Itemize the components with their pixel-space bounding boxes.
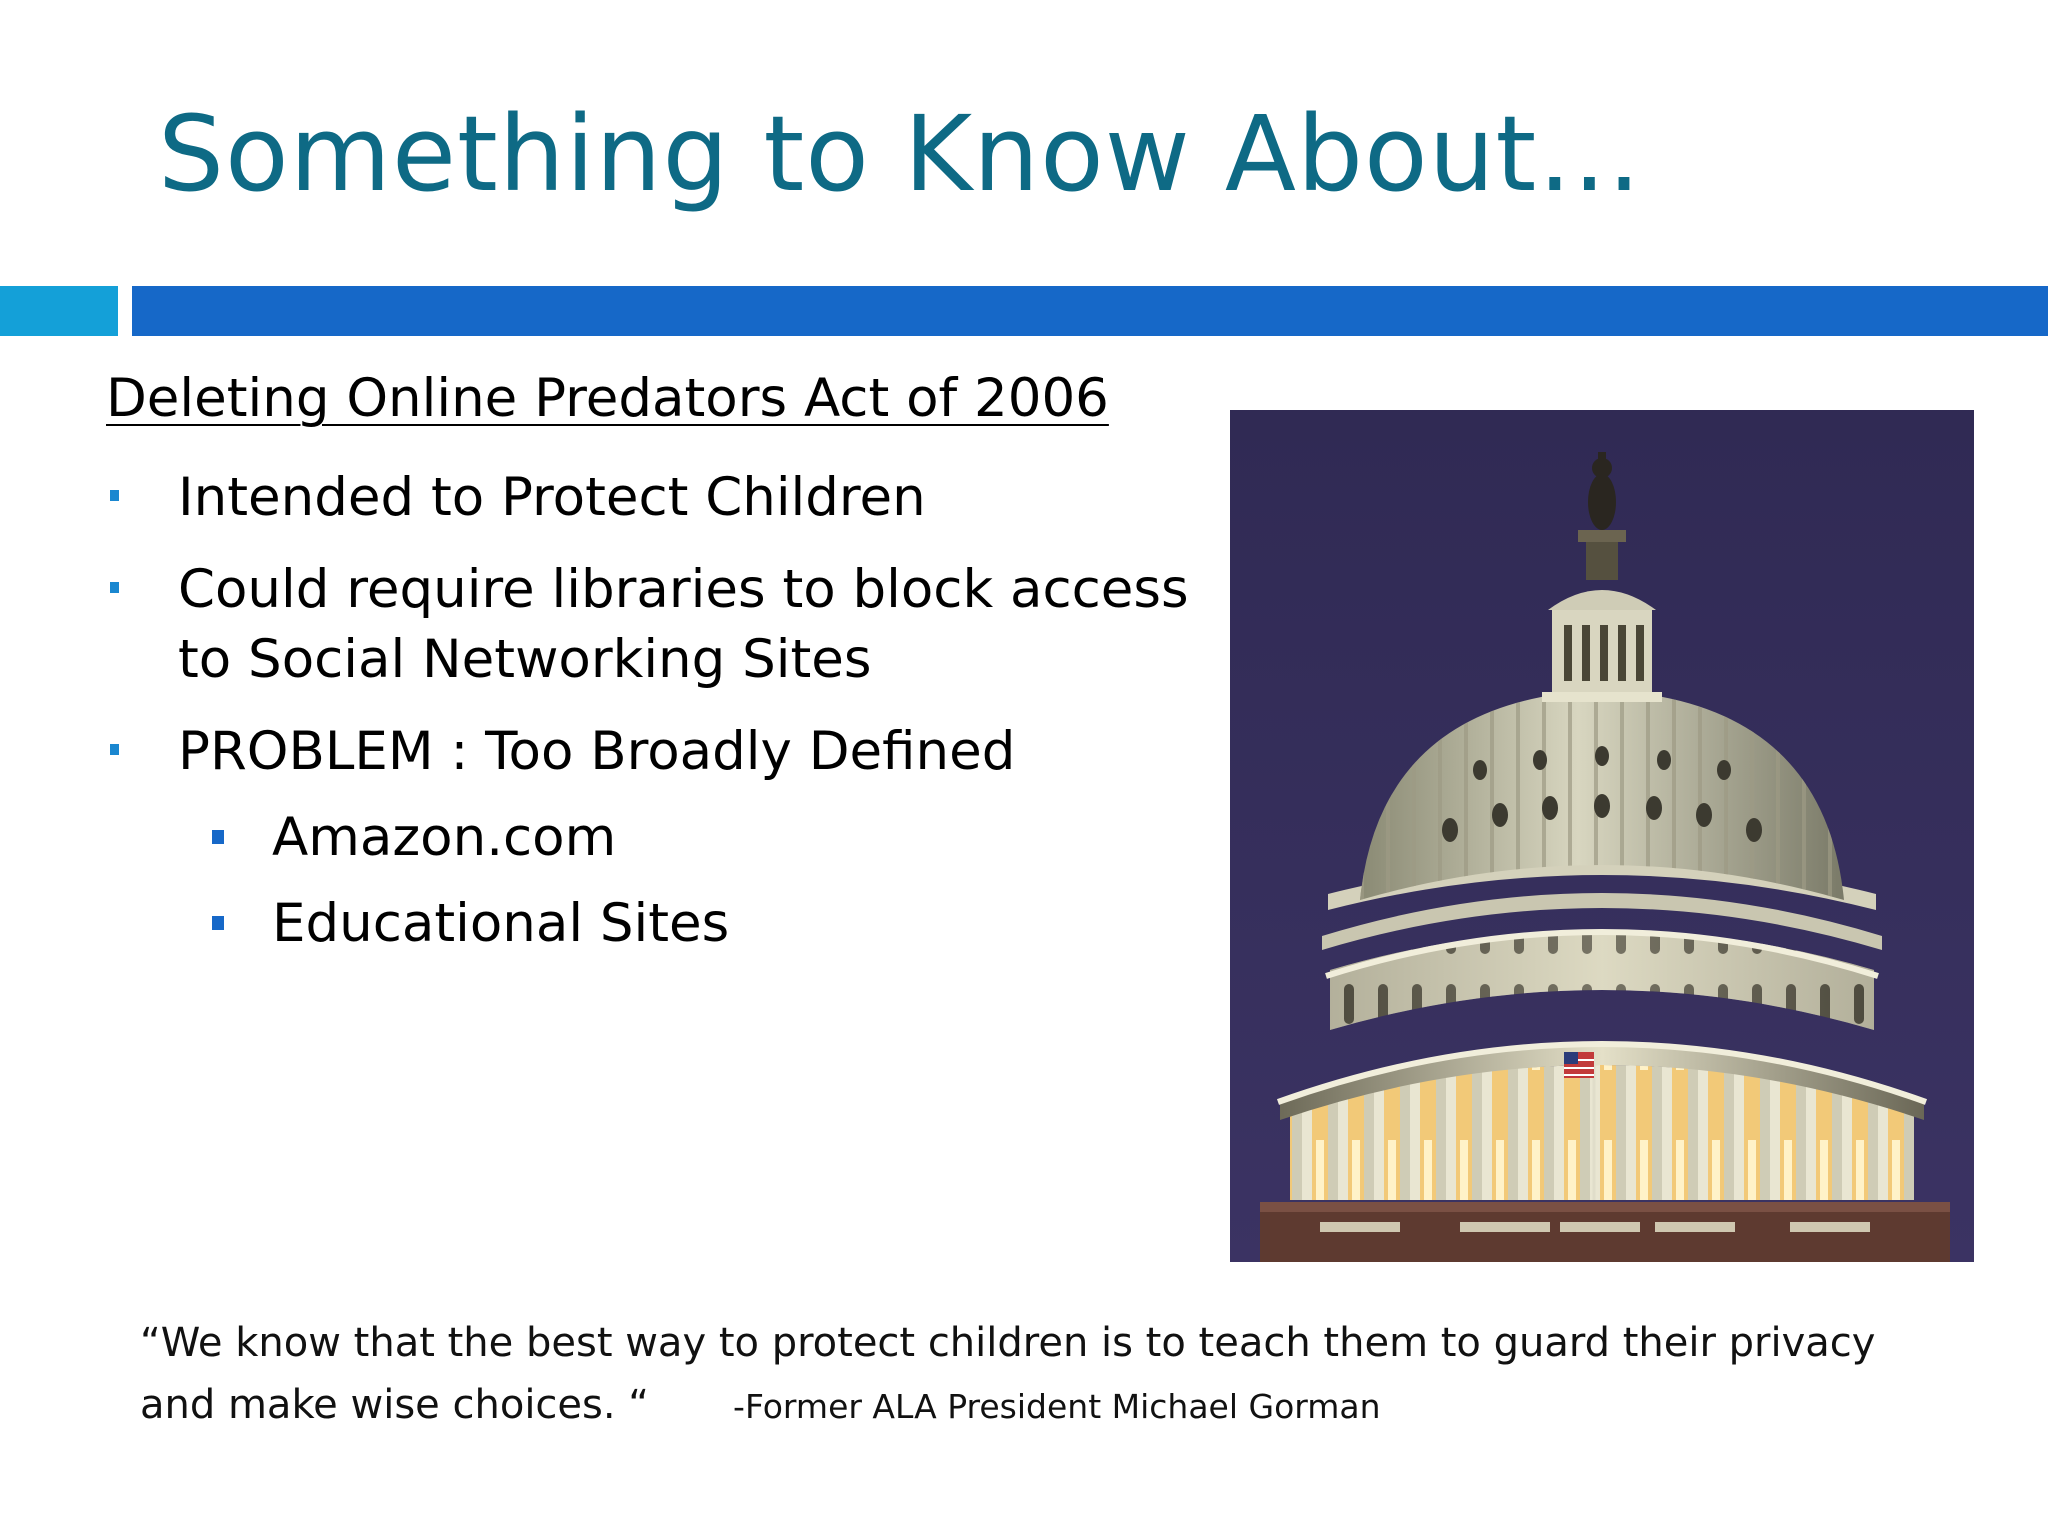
bullet-item: Intended to Protect Children: [178, 467, 926, 528]
sub-bullet-item: Educational Sites: [272, 893, 730, 954]
sub-bullet-marker: [212, 916, 224, 930]
quote-line-2: and make wise choices. “: [140, 1382, 650, 1428]
bullet-marker: [110, 744, 119, 755]
bullet-item-line-2: to Social Networking Sites: [178, 629, 872, 690]
quote-attribution: -Former ALA President Michael Gorman: [733, 1387, 1381, 1426]
bullet-item-line-1: Could require libraries to block access: [178, 559, 1189, 620]
bullet-marker: [110, 582, 119, 593]
act-heading: Deleting Online Predators Act of 2006: [106, 368, 1109, 429]
quote: [140, 1312, 2020, 1438]
sub-bullet-marker: [212, 830, 224, 844]
accent-bar-large: [132, 286, 2048, 336]
capitol-dome-photo: [1230, 410, 1974, 1262]
accent-bar-small: [0, 286, 118, 336]
sub-bullet-item: Amazon.com: [272, 807, 617, 868]
quote-line-1: “We know that the best way to protect children is to teach them to guard their privacy: [140, 1320, 1876, 1366]
bullet-item: PROBLEM : Too Broadly Defined: [178, 721, 1016, 782]
slide-title: Something to Know About…: [158, 93, 1643, 215]
bullet-marker: [110, 490, 119, 501]
